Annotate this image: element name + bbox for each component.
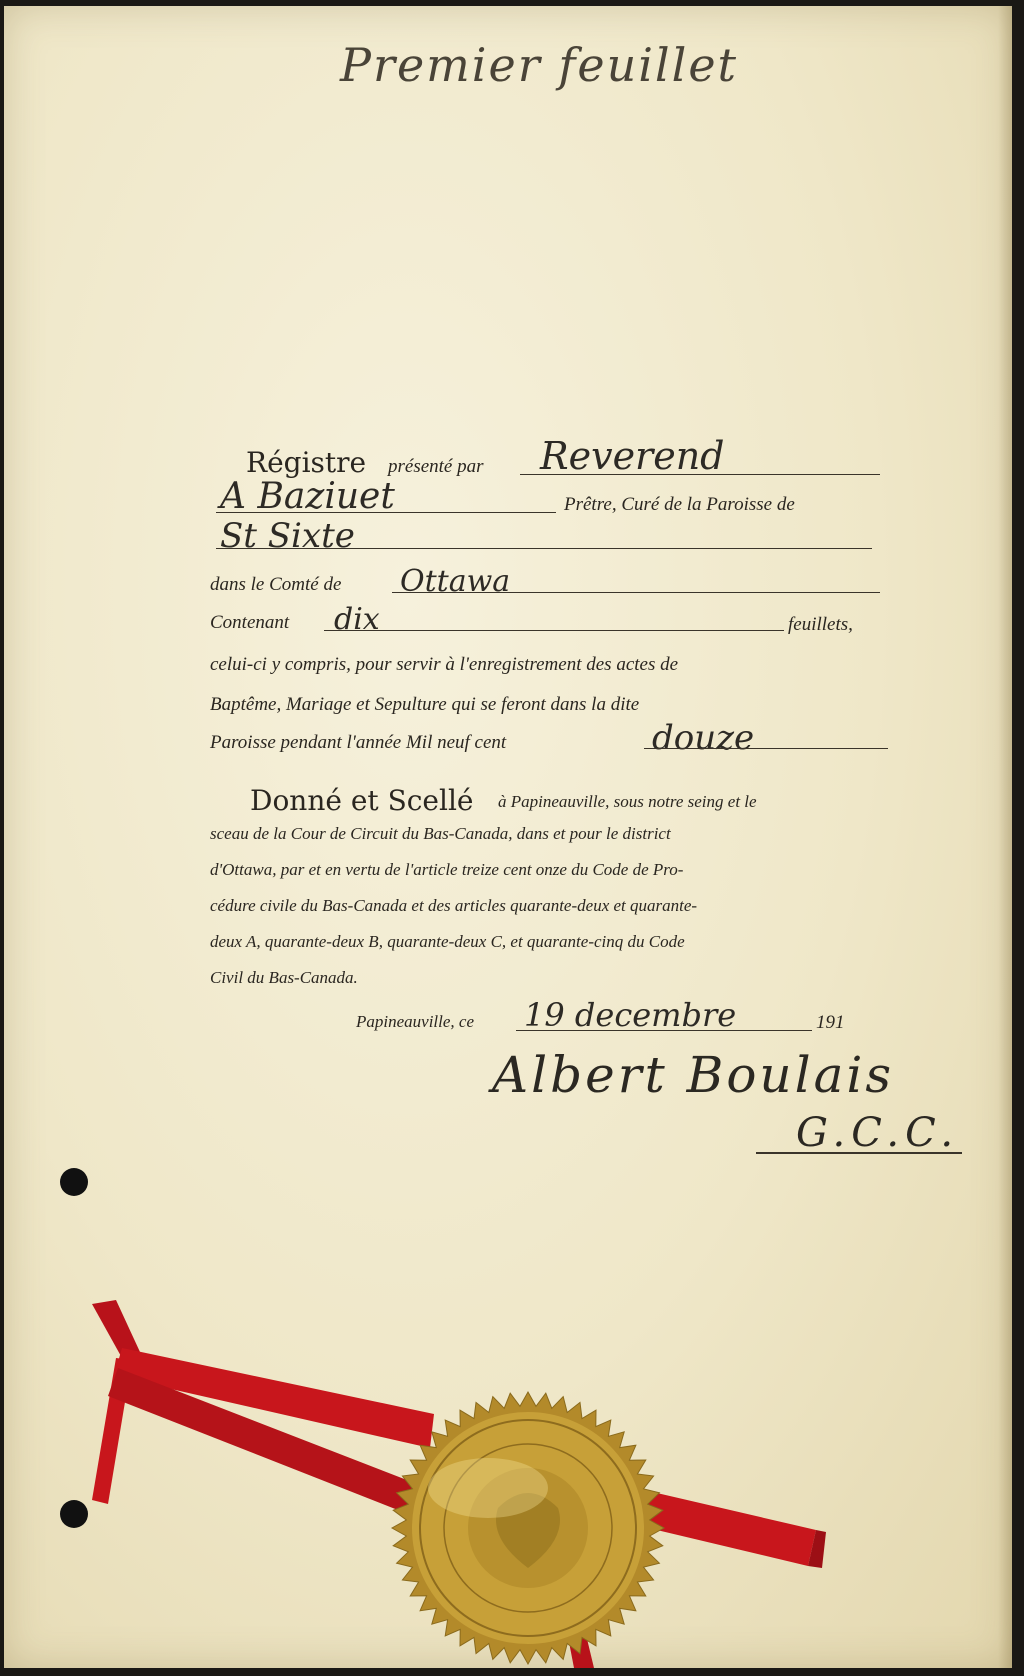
gold-seal: [392, 1392, 664, 1664]
lieu-label: Papineauville, ce: [356, 1012, 475, 1031]
name-line2-rule: [216, 512, 556, 513]
text-line-a: celui-ci y compris, pour servir à l'enregistrement des actes de: [210, 654, 679, 675]
paroisse-rule: [216, 548, 872, 549]
annee-rule: [644, 748, 888, 749]
date-value: 19 decembre: [524, 996, 737, 1034]
feuillets-label: feuillets,: [788, 614, 853, 635]
body-line-1: à Papineauville, sous notre seing et le: [498, 792, 757, 811]
presente-par-label: présenté par: [388, 456, 484, 477]
text-line-b: Baptême, Mariage et Sepulture qui se feront dans la dite: [210, 694, 640, 715]
registre-label: Régistre: [246, 446, 367, 479]
pretre-label: Prêtre, Curé de la Paroisse de: [564, 494, 795, 515]
comte-value: Ottawa: [400, 564, 511, 599]
binder-hole-bottom: [60, 1500, 88, 1528]
comte-label: dans le Comté de: [210, 574, 342, 595]
initials-underline: [756, 1152, 962, 1154]
binder-hole-top: [60, 1168, 88, 1196]
signature: Albert Boulais: [492, 1046, 895, 1104]
body-line-3: d'Ottawa, par et en vertu de l'article treize cent onze du Code de Pro-: [210, 860, 684, 879]
document-page: [4, 6, 1012, 1668]
signature-initials: G.C.C.: [796, 1110, 960, 1156]
contenant-rule-b: [324, 630, 784, 631]
text-line-c: Paroisse pendant l'année Mil neuf cent: [210, 732, 507, 753]
name-line1-value: Reverend: [540, 434, 725, 478]
body-line-2: sceau de la Cour de Circuit du Bas-Canada, dans et pour le district: [210, 824, 671, 843]
paroisse-value: St Sixte: [220, 516, 355, 556]
annee-value: douze: [652, 718, 755, 758]
name-line2-value: A Baziuet: [220, 476, 395, 517]
contenant-label: Contenant: [210, 612, 290, 633]
red-ribbon: [92, 1300, 826, 1668]
donne-et-scelle-label: Donné et Scellé: [250, 784, 474, 817]
comte-rule: [392, 592, 880, 593]
body-line-4: cédure civile du Bas-Canada et des articles quarante-deux et quarante-: [210, 896, 698, 915]
page-title: Premier feuillet: [340, 38, 739, 92]
body-line-5: deux A, quarante-deux B, quarante-deux C, et quarante-cinq du Code: [210, 932, 685, 951]
date-rule: [516, 1030, 812, 1031]
year-label: 191: [816, 1012, 845, 1033]
body-line-6: Civil du Bas-Canada.: [210, 968, 358, 987]
contenant-value: dix: [334, 602, 380, 637]
name-line1-rule: [520, 474, 880, 475]
